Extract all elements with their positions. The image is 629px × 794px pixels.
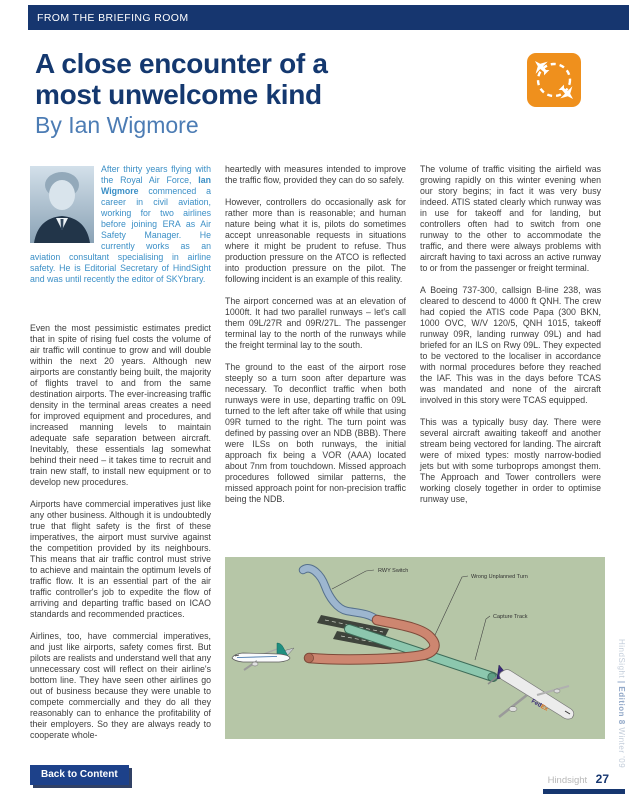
body-paragraph: The airport concerned was at an elevation of 1000ft. It had two parallel runways – let's call them 09L/27R and 09R/27L. The passenger terminal lay to the north of the runways while the freight terminal lay to the south. [225, 296, 406, 350]
section-header-bar [28, 5, 629, 30]
body-paragraph: The ground to the east of the airport rose steeply so a turn soon after departure was necessary. To deconflict traffic when both runways were in use, departing traffic on 09L turned to the left after take off while that using 09R turned to the right. The turn point was defined by passing over an NDB (BBB). There were ILSs on both runways, the initial approach fix being a VOR (AAA) located about 7nm from touchdown. Missed approach procedures followed similar patterns, the missed approach point for non-precision traffic being the NDB. [225, 362, 406, 504]
text-column-2 [225, 164, 406, 516]
edge-season: Winter '09 [617, 727, 626, 768]
journal-name: Hindsight [547, 775, 588, 786]
flight-track-diagram [225, 557, 605, 739]
body-paragraph: However, controllers do occasionally ask for rather more than is reasonable; and human nature being what it is, pilots do sometimes accept unreasonable requests in situations where it might be prudent to refuse. Thus production pressure on the ATCO is reflected into production pressure on the pilot. The following incident is an example of this reality. [225, 197, 406, 284]
author-bio-part2: commenced a career in civil aviation, working for two airlines before joining ERA as Air Safety Manager. He currently works as an aviation consultant specialising in airline safety. He is Editorial Secretary of HindSight and was until recently the editor of SKYbrary. [30, 186, 211, 284]
article-title [35, 48, 328, 110]
text-column-1 [30, 164, 211, 752]
corner-navy-bar [543, 789, 625, 794]
flight-track-diagram-svg [225, 557, 605, 739]
article-title-line2: most unwelcome kind [35, 79, 322, 110]
fedex-logo: FedEx [530, 698, 549, 713]
crossing-aircraft-icon [527, 53, 581, 107]
back-to-content-button[interactable]: Back to Content [30, 765, 129, 785]
article-title-line1: A close encounter of a [35, 48, 328, 79]
edition-edge-text [617, 639, 626, 768]
page-number: 27 [595, 772, 609, 786]
body-paragraph: A Boeing 737-300, callsign B-line 238, was cleared to descend to 4000 ft QNH. The crew had copied the ATIS code Papa (300 BKN, 1000 OVC, W/V 120/5, QNH 1015, takeoff runway 09R, landing runway 09L) and had briefed for an ILS on Rwy 09L. They expected to be vectored to the localiser in accordance with normal procedures before they reached the IAF. This was in the days before TCAS was mandated and none of the aircraft involved in this story were TCAS equipped. [420, 285, 601, 405]
page-reference [548, 770, 609, 788]
label-capture-track: Capture Track [493, 614, 528, 620]
body-paragraph: This was a typically busy day. There were several aircraft awaiting takeoff and another stream being vectored for landing. The aircraft were of mixed types: mostly narrow-bodied jets but with some turboprops amongst them. The Approach and Tower controllers were working closely together in order to optimise runway use, [420, 417, 601, 504]
section-kicker: FROM THE BRIEFING ROOM [37, 11, 189, 24]
author-name: Ian Wigmore [101, 175, 211, 196]
label-rwy-switch: RWY Switch [378, 568, 409, 574]
label-wrong-unplanned-turn: Wrong Unplanned Turn [471, 574, 528, 580]
crossing-aircraft-icon-svg [527, 53, 581, 107]
article-byline: By Ian Wigmore [35, 112, 199, 138]
body-paragraph: heartedly with measures intended to improve the traffic flow, provided they can do so safely. [225, 164, 406, 185]
body-paragraph: The volume of traffic visiting the airfield was growing rapidly on this winter evening when our story begins; in fact it was very busy indeed. ATIS stated clearly which runway was in use for takeoff and for landing, but controllers often had to switch from one runway to the other to accommodate the traffic, and there were always problems with aircraft having to taxi across an active runway to or from the passenger or freight terminal. [420, 164, 601, 273]
body-paragraph: Airports have commercial imperatives just like any other business. Although it is undoubtedly true that flight safety is the first of these imperatives, the airport must survive against the competition provided by its neighbours. This means that air traffic control must strive to achieve and maintain the optimum levels of traffic flow. It is an essential part of the air traffic controller's job to expedite the flow of arriving and departing traffic based on ICAO standards and recommended practices. [30, 499, 211, 619]
text-column-3 [420, 164, 601, 516]
author-bio [30, 164, 211, 285]
body-paragraph: Airlines, too, have commercial imperatives, and just like airports, safety comes first. But pilots are realists and understand well that any unnecessary cost will reflect on their airline's bottom line. They have seen other airlines go out of business because they were unable to compete commercially and they do all they reasonably can to enhance the profitability of their employers. So they are always ready to cooperate whole- [30, 631, 211, 740]
author-photo [30, 166, 94, 243]
edge-edition: | Edition 8 [617, 680, 626, 728]
body-paragraph: Even the most pessimistic estimates predict that in spite of rising fuel costs the volume of air traffic will continue to grow and will double within the next 20 years. Although new airports are constantly being built, the majority of flights travel to and from the same destination airports. The ever-increasing traffic density in the terminal areas creates a need for improved equipment and procedures, and increased manning levels to maintain adequate safe separation between aircraft. Inevitably, these essentials lag somewhat behind their need – it takes time to recruit and train new staff, to install new equipment or to develop new procedures. [30, 323, 211, 487]
edge-journal: HindSight [617, 638, 626, 681]
author-bio-part1: After thirty years flying with the Royal Air Force, [101, 164, 211, 185]
